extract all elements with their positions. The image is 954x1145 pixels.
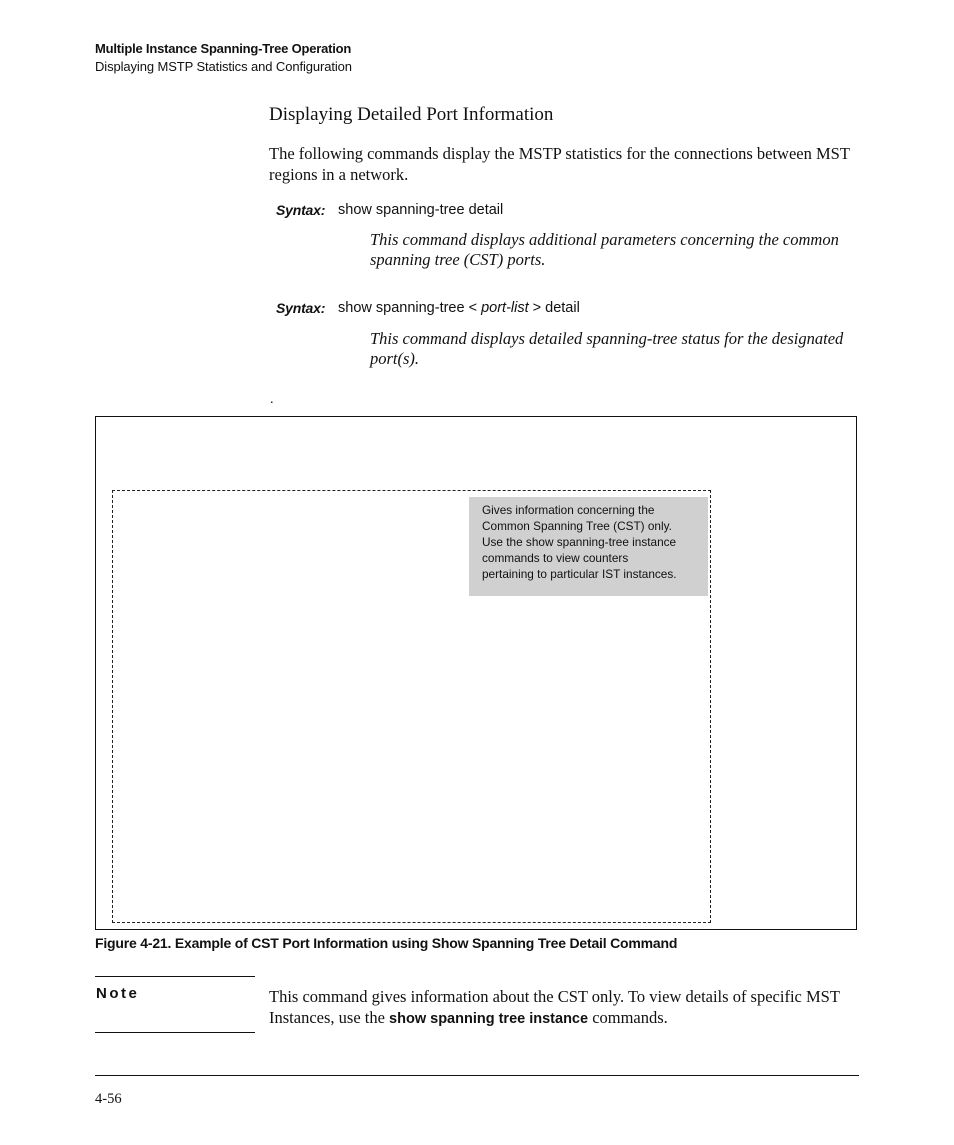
page-number: 4-56 xyxy=(95,1091,122,1107)
figure-callout: Gives information concerning the Common Spanning Tree (CST) only. Use the show spanning-tree instance commands to view counters pertaining to particular IST instances. xyxy=(469,497,708,596)
note-rule-top xyxy=(95,976,255,977)
command-prefix: show spanning-tree < xyxy=(338,300,482,316)
figure-caption: Figure 4-21. Example of CST Port Information using Show Spanning Tree Detail Command xyxy=(95,935,678,951)
syntax-command: show spanning-tree detail xyxy=(338,202,504,218)
note-rule-bottom xyxy=(95,1032,255,1033)
section-heading: Displaying Detailed Port Information xyxy=(269,104,554,125)
command-suffix: > detail xyxy=(528,300,580,316)
running-header-section: Displaying MSTP Statistics and Configuration xyxy=(95,59,352,74)
syntax-description: This command displays additional parameters concerning the common spanning tree (CST) ports. xyxy=(370,230,839,269)
note-command: show spanning tree instance xyxy=(389,1011,589,1027)
syntax-command xyxy=(338,300,580,316)
note-text xyxy=(269,986,859,1030)
running-header-chapter: Multiple Instance Spanning-Tree Operation xyxy=(95,41,352,56)
syntax-description: This command displays detailed spanning-tree status for the designated port(s). xyxy=(370,329,844,368)
note-label: Note xyxy=(96,985,140,1002)
footer-rule xyxy=(95,1075,859,1076)
command-parameter: port-list xyxy=(481,300,529,316)
syntax-label: Syntax: xyxy=(276,300,326,316)
note-text-before: This command gives information about the CST only. To view details of specific MST Instances, use the xyxy=(269,987,840,1027)
note-text-after: commands. xyxy=(588,1008,668,1027)
syntax-label: Syntax: xyxy=(276,202,326,218)
stray-period: . xyxy=(270,392,274,407)
intro-paragraph: The following commands display the MSTP statistics for the connections between MST regions in a network. xyxy=(269,144,850,184)
